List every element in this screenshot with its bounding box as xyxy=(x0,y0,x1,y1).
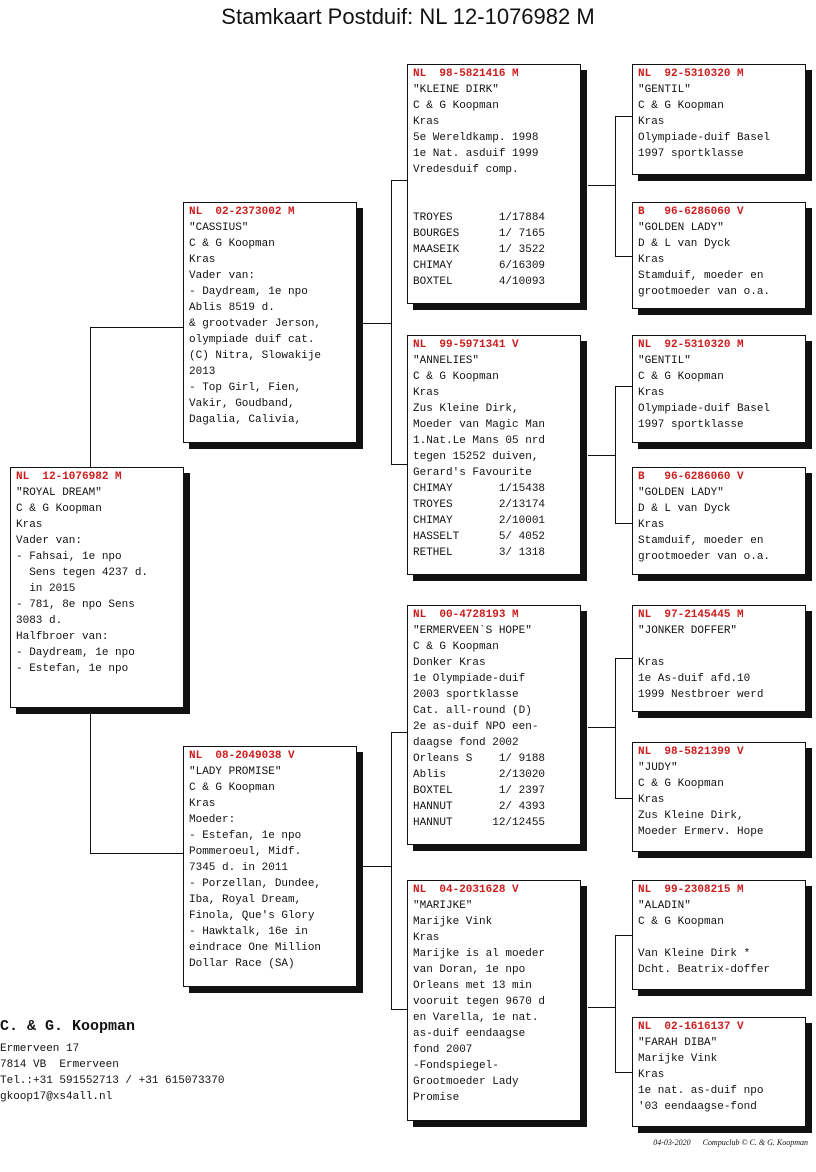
card-line: Olympiade-duif Basel xyxy=(638,403,771,415)
connector xyxy=(615,116,632,117)
card-line: Moeder: xyxy=(189,814,236,826)
pigeon-card-paternal-grandfather[interactable] xyxy=(407,64,581,304)
pigeon-name: "JONKER DOFFER" xyxy=(638,625,738,637)
ring-number: B 96-6286060 V xyxy=(638,206,744,218)
ring-number: NL 99-5971341 V xyxy=(413,339,519,351)
ring-number: NL 02-1616137 V xyxy=(638,1021,744,1033)
card-line: Vakir, Goudband, xyxy=(189,398,295,410)
connector xyxy=(363,323,391,324)
card-line: C & G Koopman xyxy=(413,100,499,112)
card-line: D & L van Dyck xyxy=(638,238,731,250)
card-line: CHIMAY 2/10001 xyxy=(413,515,546,527)
card-line: Kras xyxy=(638,387,665,399)
card-line: daagse fond 2002 xyxy=(413,737,519,749)
card-line: & grootvader Jerson, xyxy=(189,318,322,330)
card-line: Stamduif, moeder en xyxy=(638,535,764,547)
ring-number: NL 92-5310320 M xyxy=(638,68,744,80)
connector xyxy=(615,658,616,798)
card-line: Cat. all-round (D) xyxy=(413,705,532,717)
pigeon-card-fmf[interactable] xyxy=(632,335,806,443)
card-line: Kras xyxy=(638,1069,665,1081)
card-line: 1999 Nestbroer werd xyxy=(638,689,764,701)
card-line: CHIMAY 1/15438 xyxy=(413,483,546,495)
card-line: - Estefan, 1e npo xyxy=(16,663,129,675)
card-line: - Daydream, 1e npo xyxy=(189,286,308,298)
connector xyxy=(615,116,616,256)
pigeon-name: "GENTIL" xyxy=(638,355,691,367)
card-line: en Varella, 1e nat. xyxy=(413,1012,539,1024)
ring-number: NL 97-2145445 M xyxy=(638,609,744,621)
card-line: D & L van Dyck xyxy=(638,503,731,515)
card-line: Zus Kleine Dirk, xyxy=(413,403,519,415)
card-line: Ablis 8519 d. xyxy=(189,302,275,314)
card-line: 2e as-duif NPO een- xyxy=(413,721,539,733)
ring-number: NL 99-2308215 M xyxy=(638,884,744,896)
connector xyxy=(615,386,632,387)
card-line: 1997 sportklasse xyxy=(638,419,744,431)
connector xyxy=(615,523,632,524)
card-line: Zus Kleine Dirk, xyxy=(638,810,744,822)
connector xyxy=(588,1007,615,1008)
card-line: Pommeroeul, Midf. xyxy=(189,846,302,858)
card-line: C & G Koopman xyxy=(413,641,499,653)
card-line: BOXTEL 1/ 2397 xyxy=(413,785,546,797)
card-line: Promise xyxy=(413,1092,460,1104)
pigeon-card-maternal-grandfather[interactable] xyxy=(407,605,581,845)
card-line: Dcht. Beatrix-doffer xyxy=(638,964,771,976)
owner-phone: Tel.:+31 591552713 / +31 615073370 xyxy=(0,1075,225,1087)
card-line: olympiade duif cat. xyxy=(189,334,315,346)
card-line: grootmoeder van o.a. xyxy=(638,551,771,563)
owner-email[interactable]: gkoop17@xs4all.nl xyxy=(0,1091,113,1103)
card-line: Vader van: xyxy=(16,535,83,547)
owner-address: Ermerveen 17 xyxy=(0,1043,80,1055)
card-line: (C) Nitra, Slowakije xyxy=(189,350,322,362)
connector xyxy=(615,256,632,257)
pigeon-card-mother[interactable] xyxy=(183,746,357,987)
card-line: vooruit tegen 9670 d xyxy=(413,996,546,1008)
card-line: Kras xyxy=(638,116,665,128)
card-line: Grootmoeder Lady xyxy=(413,1076,519,1088)
ring-number: NL 02-2373002 M xyxy=(189,206,295,218)
card-line: Finola, Que's Glory xyxy=(189,910,315,922)
card-line: 2003 sportklasse xyxy=(413,689,519,701)
card-line: Sens tegen 4237 d. xyxy=(16,567,149,579)
card-line: Donker Kras xyxy=(413,657,486,669)
pigeon-name: "ROYAL DREAM" xyxy=(16,487,102,499)
card-line: Kras xyxy=(413,116,440,128)
owner-city: 7814 VB Ermerveen xyxy=(0,1059,119,1071)
card-line: C & G Koopman xyxy=(413,371,499,383)
card-line: TROYES 1/17884 xyxy=(413,212,546,224)
ring-number: NL 98-5821399 V xyxy=(638,746,744,758)
card-line: Marijke Vink xyxy=(413,916,493,928)
connector xyxy=(588,455,615,456)
card-line: - Hawktalk, 16e in xyxy=(189,926,308,938)
card-line: C & G Koopman xyxy=(638,100,724,112)
card-line: MAASEIK 1/ 3522 xyxy=(413,244,546,256)
pigeon-card-ffm[interactable] xyxy=(632,202,806,309)
pigeon-name: "KLEINE DIRK" xyxy=(413,84,499,96)
connector xyxy=(615,386,616,523)
card-line: Vader van: xyxy=(189,270,256,282)
pigeon-card-maternal-grandmother[interactable] xyxy=(407,880,581,1121)
connector xyxy=(90,853,183,854)
card-line: Van Kleine Dirk * xyxy=(638,948,751,960)
card-line: - Fahsai, 1e npo xyxy=(16,551,122,563)
connector xyxy=(391,464,407,465)
card-line: Orleans S 1/ 9188 xyxy=(413,753,546,765)
card-line: Moeder van Magic Man xyxy=(413,419,546,431)
pigeon-name: "CASSIUS" xyxy=(189,222,249,234)
pigeon-name: "LADY PROMISE" xyxy=(189,766,282,778)
ring-number: NL 98-5821416 M xyxy=(413,68,519,80)
pigeon-card-mff[interactable] xyxy=(632,605,806,712)
connector xyxy=(391,1009,407,1010)
ring-number: B 96-6286060 V xyxy=(638,471,744,483)
pigeon-card-fff[interactable] xyxy=(632,64,806,175)
card-line: 1e nat. as-duif npo xyxy=(638,1085,764,1097)
page-title: Stamkaart Postduif: NL 12-1076982 M xyxy=(221,4,595,29)
card-line: 1e As-duif afd.10 xyxy=(638,673,751,685)
connector xyxy=(90,327,183,328)
pigeon-name: "GOLDEN LADY" xyxy=(638,487,724,499)
card-line: Gerard's Favourite xyxy=(413,467,532,479)
card-line: Kras xyxy=(189,798,216,810)
blank-line xyxy=(413,178,576,194)
card-line: Kras xyxy=(16,519,43,531)
card-line: 1e Nat. asduif 1999 xyxy=(413,148,539,160)
card-line: Halfbroer van: xyxy=(16,631,109,643)
pigeon-name: "FARAH DIBA" xyxy=(638,1037,718,1049)
card-line: C & G Koopman xyxy=(189,238,275,250)
card-line: 1997 sportklasse xyxy=(638,148,744,160)
pigeon-name: "MARIJKE" xyxy=(413,900,473,912)
card-line: Dollar Race (SA) xyxy=(189,958,295,970)
pigeon-card-paternal-grandmother[interactable] xyxy=(407,335,581,575)
pigeon-name: "ERMERVEEN`S HOPE" xyxy=(413,625,532,637)
card-line: 3083 d. xyxy=(16,615,63,627)
card-line: 1.Nat.Le Mans 05 nrd xyxy=(413,435,546,447)
card-line: HASSELT 5/ 4052 xyxy=(413,531,546,543)
ring-number: NL 08-2049038 V xyxy=(189,750,295,762)
card-line: C & G Koopman xyxy=(638,371,724,383)
card-line: TROYES 2/13174 xyxy=(413,499,546,511)
pigeon-name: "GENTIL" xyxy=(638,84,691,96)
card-line: Kras xyxy=(638,657,665,669)
card-line: Dagalia, Calivia, xyxy=(189,414,302,426)
connector xyxy=(615,1072,632,1073)
card-line: Kras xyxy=(638,254,665,266)
connector xyxy=(391,180,392,464)
pigeon-name: "ANNELIES" xyxy=(413,355,480,367)
ring-number: NL 92-5310320 M xyxy=(638,339,744,351)
connector xyxy=(615,935,616,1072)
card-line: - Estefan, 1e npo xyxy=(189,830,302,842)
pigeon-card-father[interactable] xyxy=(183,202,357,443)
card-line: Olympiade-duif Basel xyxy=(638,132,771,144)
blank-line xyxy=(638,930,801,946)
connector xyxy=(391,180,407,181)
pigeon-name: "JUDY" xyxy=(638,762,678,774)
card-line: fond 2007 xyxy=(413,1044,473,1056)
card-line: Kras xyxy=(638,794,665,806)
card-line: Kras xyxy=(413,932,440,944)
print-date: 04-03-2020 xyxy=(653,1138,691,1147)
card-line: in 2015 xyxy=(16,583,76,595)
connector xyxy=(363,866,391,867)
connector xyxy=(391,732,407,733)
pigeon-card-subject[interactable] xyxy=(10,467,184,708)
card-line: Kras xyxy=(638,519,665,531)
card-line: van Doran, 1e npo xyxy=(413,964,526,976)
pigeon-name: "ALADIN" xyxy=(638,900,691,912)
card-line: 2013 xyxy=(189,366,216,378)
footer xyxy=(643,1138,808,1147)
ring-number: NL 00-4728193 M xyxy=(413,609,519,621)
card-line: 5e Wereldkamp. 1998 xyxy=(413,132,539,144)
ring-number: NL 04-2031628 V xyxy=(413,884,519,896)
card-line: '03 eendaagse-fond xyxy=(638,1101,757,1113)
connector xyxy=(615,798,632,799)
owner-name: C. & G. Koopman xyxy=(0,1018,136,1035)
card-line: Vredesduif comp. xyxy=(413,164,519,176)
pigeon-card-fmm[interactable] xyxy=(632,467,806,575)
card-line: tegen 15252 duiven, xyxy=(413,451,539,463)
ring-number: NL 12-1076982 M xyxy=(16,471,122,483)
card-line: C & G Koopman xyxy=(189,782,275,794)
card-line: -Fondspiegel- xyxy=(413,1060,499,1072)
card-line: - Daydream, 1e npo xyxy=(16,647,135,659)
card-line: C & G Koopman xyxy=(638,778,724,790)
card-line: Iba, Royal Dream, xyxy=(189,894,302,906)
card-line: - 781, 8e npo Sens xyxy=(16,599,135,611)
blank-line xyxy=(638,639,801,655)
connector xyxy=(90,708,91,853)
card-line: Ablis 2/13020 xyxy=(413,769,546,781)
card-line: - Porzellan, Dundee, xyxy=(189,878,322,890)
connector xyxy=(615,935,632,936)
pigeon-card-mfm[interactable] xyxy=(632,742,806,852)
owner-block xyxy=(0,1018,224,1105)
card-line: Stamduif, moeder en xyxy=(638,270,764,282)
connector xyxy=(588,185,615,186)
card-line: grootmoeder van o.a. xyxy=(638,286,771,298)
pigeon-name: "GOLDEN LADY" xyxy=(638,222,724,234)
card-line: Moeder Ermerv. Hope xyxy=(638,826,764,838)
card-line: 7345 d. in 2011 xyxy=(189,862,289,874)
blank-line xyxy=(413,194,576,210)
card-line: Kras xyxy=(413,387,440,399)
card-line: Orleans met 13 min xyxy=(413,980,532,992)
connector xyxy=(588,727,615,728)
credit-line: Compuclub © C. & G. Koopman xyxy=(702,1138,808,1147)
card-line: HANNUT 12/12455 xyxy=(413,817,546,829)
card-line: as-duif eendaagse xyxy=(413,1028,526,1040)
pigeon-card-mmm[interactable] xyxy=(632,1017,806,1127)
card-line: - Top Girl, Fien, xyxy=(189,382,302,394)
connector xyxy=(615,658,632,659)
card-line: eindrace One Million xyxy=(189,942,322,954)
connector xyxy=(90,327,91,468)
card-line: C & G Koopman xyxy=(638,916,724,928)
card-line: 1e Olympiade-duif xyxy=(413,673,526,685)
card-line: HANNUT 2/ 4393 xyxy=(413,801,546,813)
connector xyxy=(391,732,392,1009)
card-line: RETHEL 3/ 1318 xyxy=(413,547,546,559)
card-line: BOXTEL 4/10093 xyxy=(413,276,546,288)
pigeon-card-mmf[interactable] xyxy=(632,880,806,990)
card-line: Marijke Vink xyxy=(638,1053,718,1065)
card-line: C & G Koopman xyxy=(16,503,102,515)
card-line: Marijke is al moeder xyxy=(413,948,546,960)
card-line: CHIMAY 6/16309 xyxy=(413,260,546,272)
card-line: Kras xyxy=(189,254,216,266)
card-line: BOURGES 1/ 7165 xyxy=(413,228,546,240)
